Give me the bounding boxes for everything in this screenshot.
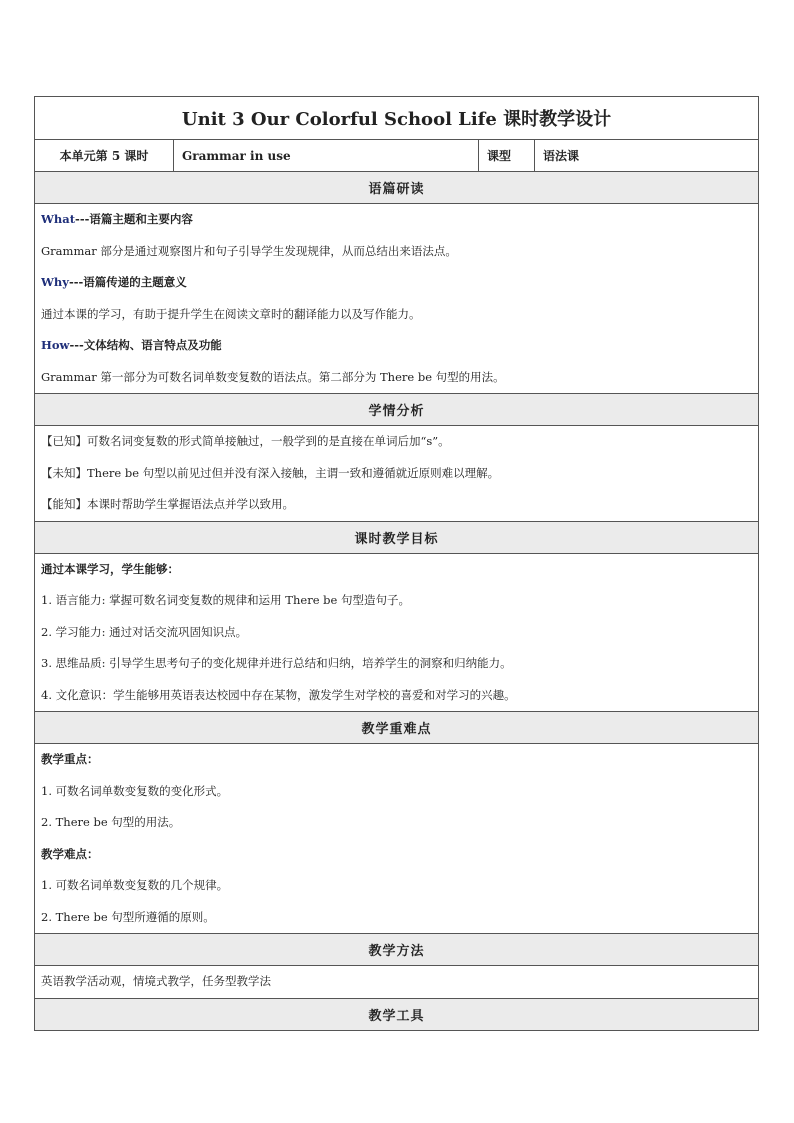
analysis-achievable: 【能知】本课时帮助学生掌握语法点并学以致用。: [41, 497, 294, 511]
section-heading-keypoints: 教学重难点: [35, 712, 759, 744]
why-text: 通过本课的学习，有助于提升学生在阅读文章时的翻译能力以及写作能力。: [41, 306, 421, 321]
section-heading-analysis: 学情分析: [35, 394, 759, 426]
objectives-intro: 通过本课学习，学生能够：: [41, 561, 179, 576]
difficulty-item: 2. There be 句型所遵循的原则。: [41, 909, 215, 924]
lesson-info-row: [35, 140, 759, 172]
why-heading: [41, 267, 752, 299]
focus-label: 教学重点：: [41, 752, 99, 766]
analysis-known: 【已知】可数名词变复数的形式简单接触过，一般学到的是直接在单词后加“s”。: [41, 434, 450, 448]
lesson-type-label: 课型: [479, 140, 535, 172]
reading-content: [35, 204, 759, 394]
focus-item: 1. 可数名词单数变复数的变化形式。: [41, 783, 229, 798]
section-heading-tools: 教学工具: [35, 998, 759, 1030]
section-heading-methods: 教学方法: [35, 934, 759, 966]
section-heading-objectives: 课时教学目标: [35, 521, 759, 553]
lesson-number: 本单元第 5 课时: [35, 140, 174, 172]
lesson-plan-document: [34, 96, 758, 1031]
what-heading: [41, 204, 752, 236]
objective-item: 2. 学习能力: 通过对话交流巩固知识点。: [41, 624, 248, 639]
focus-item: 2. There be 句型的用法。: [41, 815, 181, 829]
lesson-plan-table: [34, 96, 759, 1031]
methods-content: [35, 966, 759, 999]
how-title: ---文体结构、语言特点及功能: [69, 338, 222, 352]
analysis-content: [35, 426, 759, 522]
document-title: Unit 3 Our Colorful School Life 课时教学设计: [35, 97, 759, 140]
objectives-content: [35, 553, 759, 712]
what-text: Grammar 部分是通过观察图片和句子引导学生发现规律，从而总结出来语法点。: [41, 243, 457, 258]
methods-text: 英语教学活动观，情境式教学，任务型教学法: [41, 974, 271, 988]
objective-item: 4. 文化意识：学生能够用英语表达校园中存在某物，激发学生对学校的喜爱和对学习的兴趣。: [41, 687, 516, 702]
why-label: Why: [41, 275, 69, 289]
what-title: ---语篇主题和主要内容: [75, 212, 193, 226]
how-text: Grammar 第一部分为可数名词单数变复数的语法点。第二部分为 There be 句型的用法。: [41, 369, 505, 384]
lesson-name: Grammar in use: [174, 140, 479, 172]
objective-item: 1. 语言能力: 掌握可数名词变复数的规律和运用 There be 句型造句子。: [41, 593, 410, 607]
objective-item: 3. 思维品质: 引导学生思考句子的变化规律并进行总结和归纳，培养学生的洞察和归纳能力。: [41, 656, 512, 670]
difficulty-label: 教学难点：: [41, 846, 99, 861]
section-heading-reading: 语篇研读: [35, 172, 759, 204]
lesson-type-value: 语法课: [535, 140, 759, 172]
analysis-unknown: 【未知】There be 句型以前见过但并没有深入接触，主谓一致和遵循就近原则难以理解。: [41, 465, 500, 480]
how-label: How: [41, 338, 70, 352]
what-label: What: [41, 212, 76, 226]
why-title: ---语篇传递的主题意义: [68, 275, 187, 289]
how-heading: [41, 330, 752, 362]
difficulty-item: 1. 可数名词单数变复数的几个规律。: [41, 878, 229, 892]
keypoints-content: [35, 744, 759, 934]
